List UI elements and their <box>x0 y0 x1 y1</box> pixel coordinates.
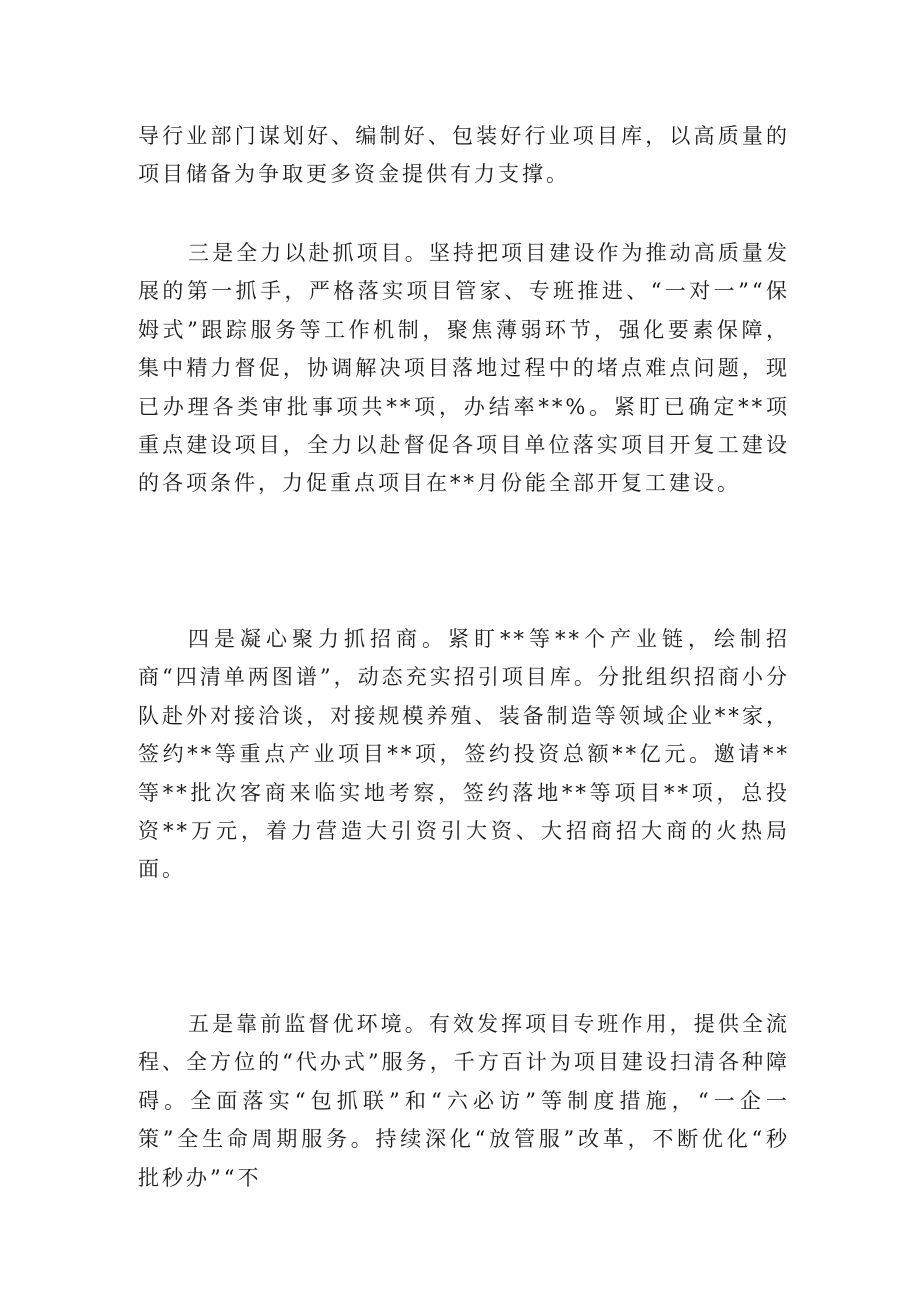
paragraph-business-environment: 五是靠前监督优环境。有效发挥项目专班作用，提供全流程、全方位的“代办式”服务，千方百计为项目建设扫清各种障碍。全面落实“包抓联”和“六必访”等制度措施，“一企一策”全生命周期服务。持续深化“放管服”改革，不断优化“秒批秒办”“不 <box>138 1012 790 1190</box>
paragraph-project-construction: 三是全力以赴抓项目。坚持把项目建设作为推动高质量发展的第一抓手，严格落实项目管家、专班推进、“一对一”“保姆式”跟踪服务等工作机制，聚焦薄弱环节，强化要素保障，集中精力督促，协调解决项目落地过程中的堵点难点问题，现已办理各类审批事项共**项，办结率**%。紧盯已确定**项重点建设项目，全力以赴督促各项目单位落实项目开复工建设的各项条件，力促重点项目在**月份能全部开复工建设。 <box>138 241 790 496</box>
paragraph-investment-promotion: 四是凝心聚力抓招商。紧盯**等**个产业链，绘制招商“四清单两图谱”，动态充实招引项目库。分批组织招商小分队赴外对接洽谈，对接规模养殖、装备制造等领域企业**家，签约**等重点产业项目**项，签约投资总额**亿元。邀请**等**批次客商来临实地考察，签约落地**等项目**项，总投资**万元，着力营造大引资引大资、大招商招大商的火热局面。 <box>138 627 790 882</box>
paragraph-continuation: 导行业部门谋划好、编制好、包装好行业项目库，以高质量的项目储备为争取更多资金提供有力支撑。 <box>138 124 790 187</box>
